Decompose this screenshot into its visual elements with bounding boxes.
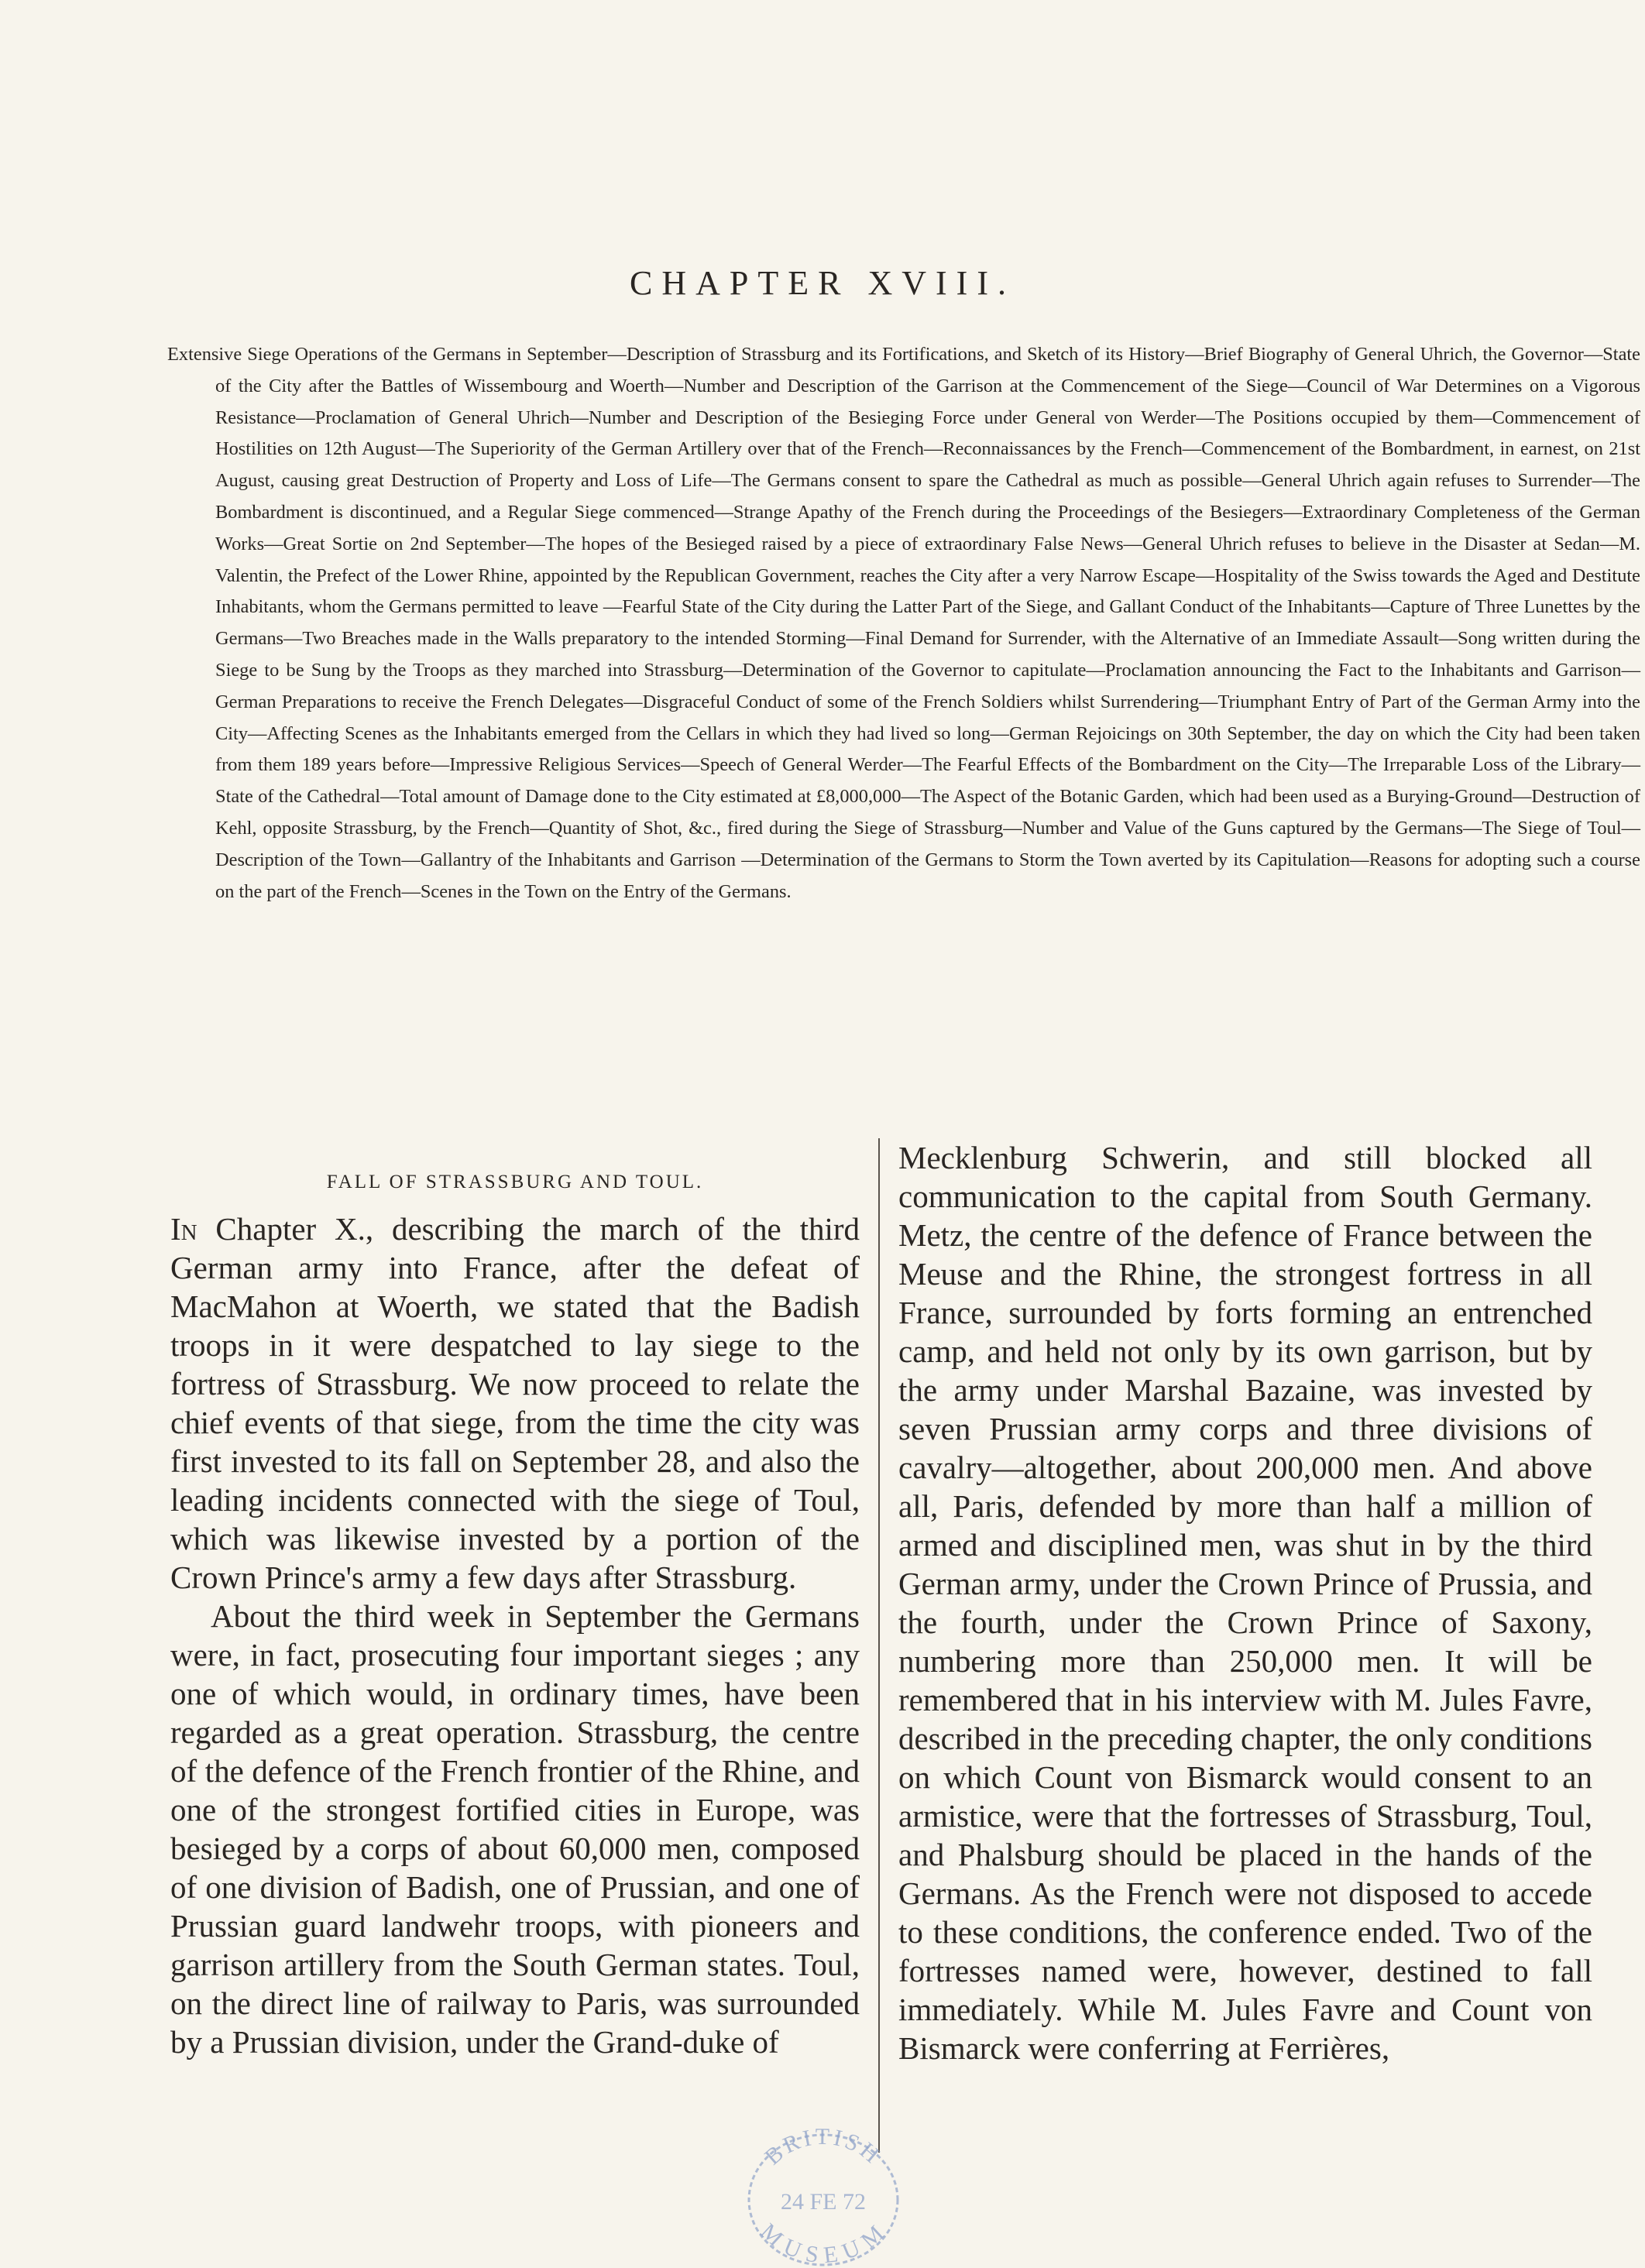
right-column bbox=[898, 1138, 1592, 2129]
paragraph-1-text: Chapter X., describing the march of the third German army into France, after the defeat of MacMahon at Woerth, we stated that the Badish troops in it were despatched to lay siege to the fortress of Strassburg. We now proceed to relate the chief events of that siege, from the time the city was first invested to its fall on September 28, and also the leading incidents connected with the siege of Toul, which was likewise invested by a portion of the Crown Prince's army a few days after Strassburg. bbox=[170, 1211, 860, 1595]
paragraph-3: Mecklenburg Schwerin, and still blocked all communication to the capital from South Germany. Metz, the centre of the defence of France between the Meuse and the Rhine, the strongest fortress in all France, surrounded by forts forming an entrenched camp, and held not only by its own garrison, but by the army under Marshal Bazaine, was invested by seven Prussian army corps and three divisions of cavalry—altogether, about 200,000 men. And above all, Paris, defended by more than half a million of armed and disciplined men, was shut in by the third German army, under the Crown Prince of Prussia, and the fourth, under the Crown Prince of Saxony, numbering more than 250,000 men. It will be remembered that in his interview with M. Jules Favre, described in the preceding chapter, the only conditions on which Count von Bismarck would consent to an armistice, were that the fortresses of Strassburg, Toul, and Phalsburg should be placed in the hands of the Germans. As the French were not disposed to accede to these conditions, the conference ended. Two of the fortresses named were, however, destined to fall immediately. While M. Jules Favre and Count von Bismarck were conferring at Ferrières, bbox=[898, 1140, 1592, 2066]
column-divider bbox=[878, 1138, 880, 2153]
opening-word: In bbox=[170, 1211, 197, 1247]
paragraph-1 bbox=[170, 1209, 860, 1597]
paragraph-2: About the third week in September the Germans were, in fact, prosecuting four important sieges ; any one of which would, in ordinary times, have been regarded as a great operation. Strassburg, the centre of the defence of the French frontier of the Rhine, and one of the strongest fortified cities in Europe, was besieged by a corps of about 60,000 men, composed of one division of Badish, one of Prussian, and one of Prussian guard landwehr troops, with pioneers and garrison artillery from the South German states. Toul, on the direct line of railway to Paris, was surrounded by a Prussian division, under the Grand-duke of bbox=[170, 1598, 860, 2060]
stamp-bottom-text: MUSEUM bbox=[755, 2218, 891, 2268]
stamp-date: 24 FE 72 bbox=[780, 2189, 867, 2215]
chapter-title: CHAPTER XVIII. bbox=[630, 264, 1015, 302]
museum-stamp bbox=[740, 2126, 907, 2268]
stamp-top-text: BRITISH bbox=[760, 2126, 887, 2170]
chapter-summary: Extensive Siege Operations of the Germans in September—Description of Strassburg and its Fortifications, and Sketch of its History—Brief Biography of General Uhrich, the Governor—State of the City after the Battles of Wissembourg and Woerth—Number and Description of the Garrison at the Commencement of the Siege—Council of War Determines on a Vigorous Resistance—Proclamation of General Uhrich—Number and Description of the Besieging Force under General von Werder—The Positions occupied by them—Commencement of Hostilities on 12th August—The Superiority of the German Artillery over that of the French—Reconnaissances by the French—Commencement of the Bombardment, in earnest, on 21st August, causing great Destruction of Property and Loss of Life—The Germans consent to spare the Cathedral as much as possible—General Uhrich again refuses to Surrender—The Bombardment is discontinued, and a Regular Siege commenced—Strange Apathy of the French during the Proceedings of the Besiegers—Extraordinary Completeness of the German Works—Great Sortie on 2nd September—The hopes of the Besieged raised by a piece of extraordinary False News—General Uhrich refuses to believe in the Disaster at Sedan—M. Valentin, the Prefect of the Lower Rhine, appointed by the Republican Government, reaches the City after a very Narrow Escape—Hospitality of the Swiss towards the Aged and Destitute Inhabitants, whom the Germans permitted to leave —Fearful State of the City during the Latter Part of the Siege, and Gallant Conduct of the Inhabitants—Capture of Three Lunettes by the Germans—Two Breaches made in the Walls preparatory to the intended Storming—Final Demand for Surrender, with the Alternative of an Immediate Assault—Song written during the Siege to be Sung by the Troops as they marched into Strassburg—Determination of the Governor to capitulate—Proclamation announcing the Fact to the Inhabitants and Garrison—German Preparations to receive the French Delegates—Disgraceful Conduct of some of the French Soldiers whilst Surrendering—Triumphant Entry of Part of the German Army into the City—Affecting Scenes as the Inhabitants emerged from the Cellars in which they had lived so long—German Rejoicings on 30th September, the day on which the City had been taken from them 189 years before—Impressive Religious Services—Speech of General Werder—The Fearful Effects of the Bombardment on the City—The Irreparable Loss of the Library—State of the Cathedral—Total amount of Damage done to the City estimated at £8,000,000—The Aspect of the Botanic Garden, which had been used as a Burying-Ground—Destruction of Kehl, opposite Strassburg, by the French—Quantity of Shot, &c., fired during the Siege of Strassburg—Number and Value of the Guns captured by the Germans—The Siege of Toul—Description of the Town—Gallantry of the Inhabitants and Garrison —Determination of the Germans to Storm the Town averted by its Capitulation—Reasons for adopting such a course on the part of the French—Scenes in the Town on the Entry of the Germans. bbox=[167, 344, 1640, 902]
left-column bbox=[170, 1138, 860, 2129]
section-heading: FALL OF STRASSBURG AND TOUL. bbox=[326, 1172, 704, 1192]
